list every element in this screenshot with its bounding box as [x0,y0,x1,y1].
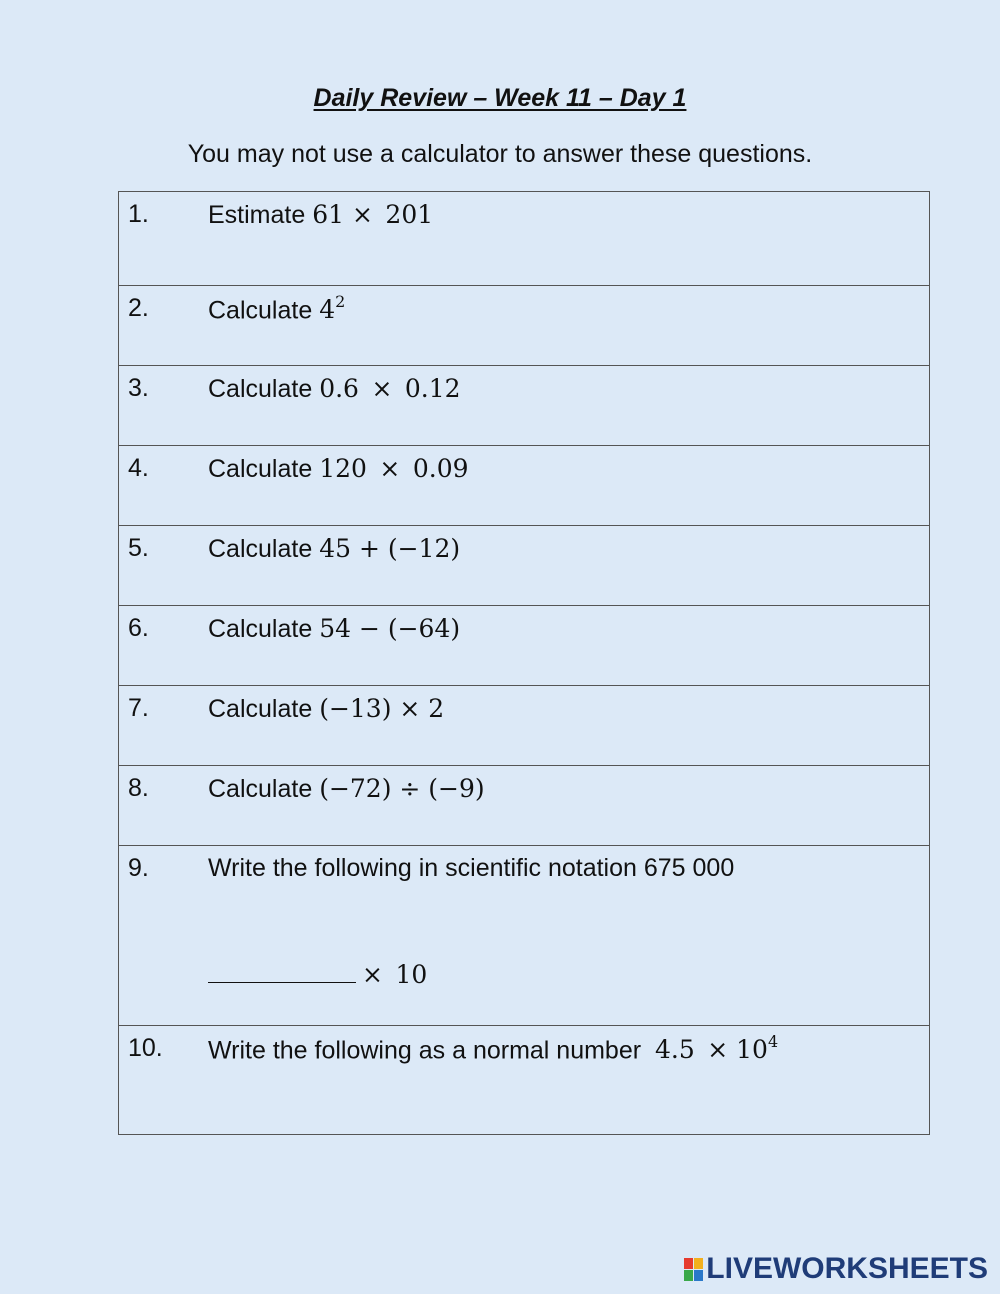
math-expression: (−72) ÷ (−9) [319,774,485,803]
question-row-2 [119,286,930,366]
question-text [208,774,485,804]
question-row-3 [119,366,930,446]
answer-blank[interactable] [208,958,356,983]
question-number: 3. [128,374,149,402]
math-base: 4.5 × 10 [654,1035,768,1065]
question-text: Write the following in scientific notation 675 000 [208,854,735,882]
math-expression: 61 × 201 [312,200,434,229]
question-text [208,694,444,724]
math-exponent: 2 [335,292,346,311]
math-expression: × 10 [362,960,428,989]
question-number: 9. [128,854,149,882]
logo-icon [684,1258,703,1281]
logo-square-red [684,1258,693,1269]
question-text [208,1034,778,1065]
question-row-10 [119,1026,930,1135]
math-exponent: 4 [767,1032,779,1051]
question-text [208,294,345,325]
math-expression: 120 × 0.09 [319,454,469,483]
question-label: Calculate [208,535,313,563]
logo-text: LIVEWORKSHEETS [706,1252,988,1285]
question-label: Calculate [208,455,313,483]
instructions-text: You may not use a calculator to answer these questions. [187,140,813,168]
answer-line [208,958,427,990]
question-row-1 [119,192,930,286]
question-text [208,374,461,404]
question-row-5 [119,526,930,606]
math-base: 4 [319,295,336,325]
logo-square-blue [694,1270,703,1281]
question-label: Calculate [208,296,313,325]
question-number: 2. [128,294,149,322]
question-number: 4. [128,454,149,482]
question-label: Calculate [208,615,313,643]
math-expression: (−13) × 2 [319,694,445,723]
question-label: Calculate [208,775,313,803]
question-row-4 [119,446,930,526]
liveworksheets-logo [684,1252,988,1286]
question-number: 8. [128,774,149,802]
question-label: Calculate [208,375,313,403]
questions-table [118,191,930,1135]
worksheet-title: Daily Review – Week 11 – Day 1 [313,84,687,112]
math-expression [319,292,346,325]
question-number: 1. [128,200,149,228]
math-expression [654,1032,779,1065]
question-label: Write the following as a normal number [208,1036,642,1065]
math-expression: 0.6 × 0.12 [319,374,461,403]
question-row-9 [119,846,930,1026]
question-number: 10. [128,1034,163,1062]
question-row-8 [119,766,930,846]
question-label: Calculate [208,695,313,723]
logo-square-yellow [694,1258,703,1269]
question-label: Estimate [208,201,306,229]
question-number: 7. [128,694,149,722]
question-text [208,454,469,484]
question-row-6 [119,606,930,686]
math-expression: 45 + (−12) [319,534,461,563]
question-text [208,614,460,644]
question-number: 6. [128,614,149,642]
logo-square-green [684,1270,693,1281]
math-expression: 54 − (−64) [319,614,461,643]
question-row-7 [119,686,930,766]
question-text [208,200,433,230]
question-text [208,534,460,564]
question-number: 5. [128,534,149,562]
